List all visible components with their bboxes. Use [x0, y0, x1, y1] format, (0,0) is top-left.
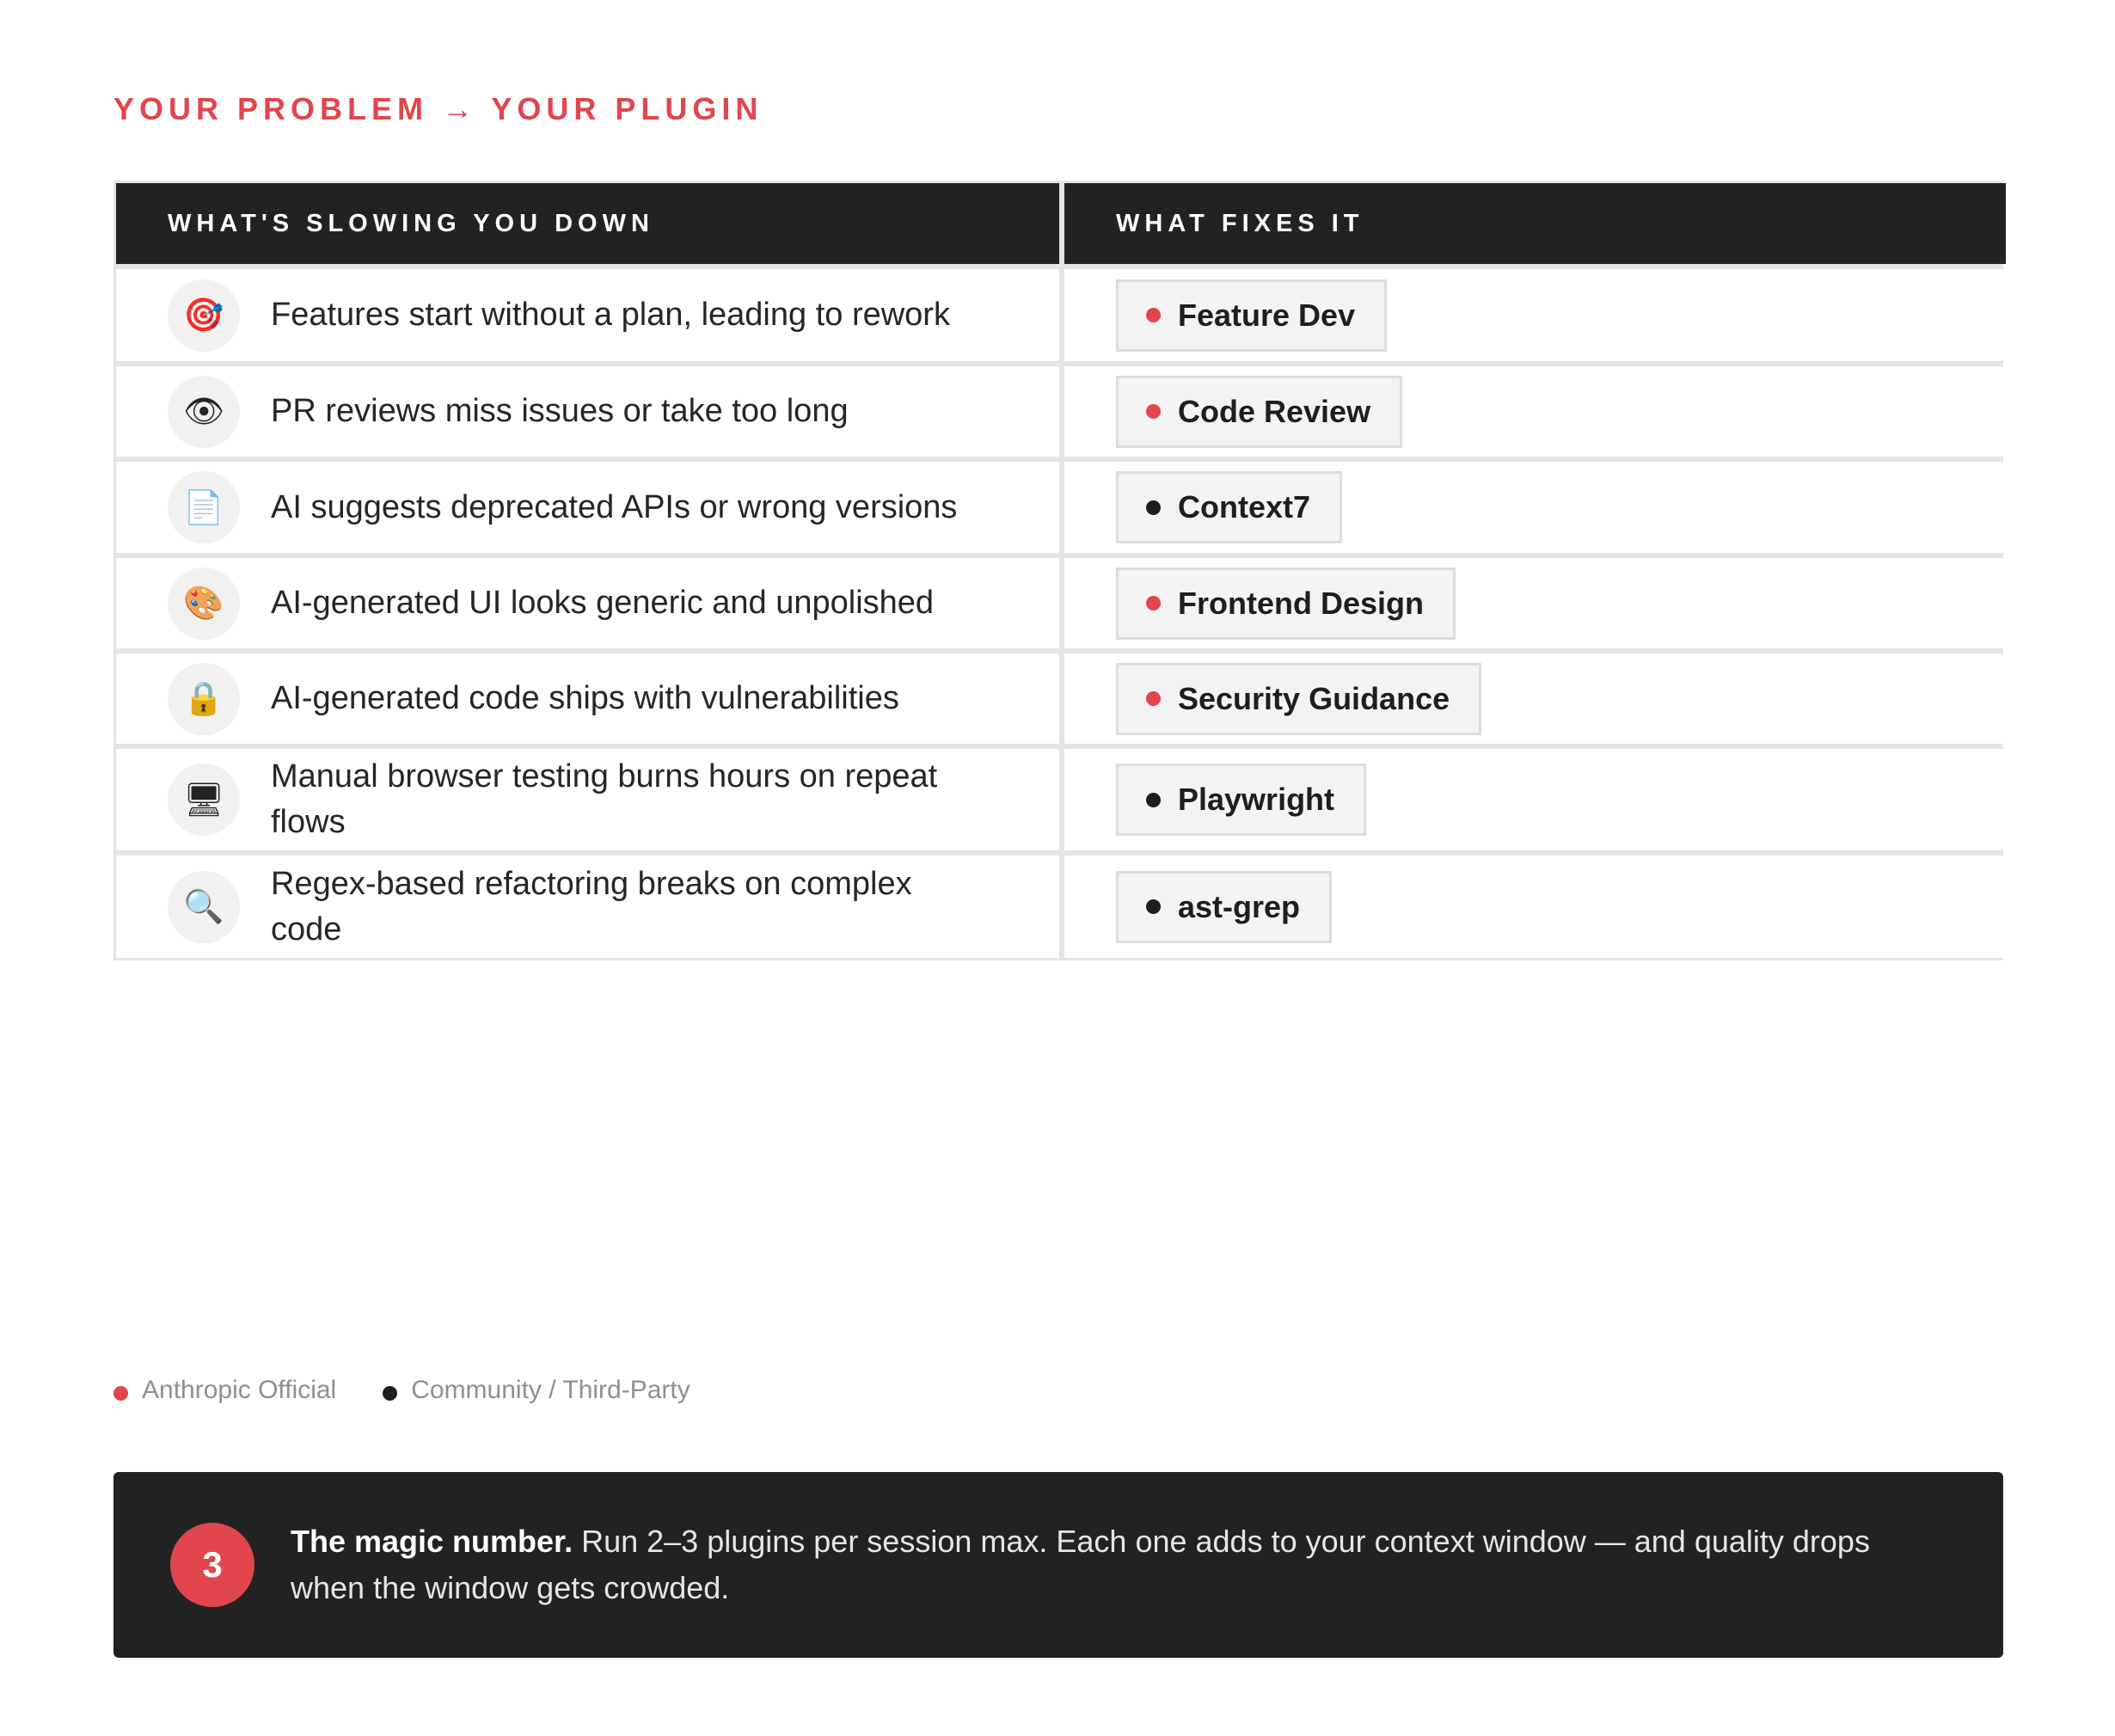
problem-text: Manual browser testing burns hours on repeat flows — [271, 758, 938, 840]
official-dot-icon — [1146, 404, 1161, 419]
header-problem: WHAT'S SLOWING YOU DOWN — [116, 183, 1059, 264]
magnifier-icon: 🔍 — [168, 871, 240, 943]
plugin-name: Playwright — [1178, 782, 1335, 817]
plugin-tag[interactable] — [1116, 567, 1456, 640]
community-dot-icon — [1146, 899, 1161, 914]
problem-cell — [116, 856, 1059, 958]
plugin-tag[interactable] — [1116, 764, 1366, 836]
plugin-name: Context7 — [1178, 489, 1311, 524]
palette-icon: 🎨 — [168, 567, 240, 640]
fix-cell — [1064, 558, 2006, 648]
legend-community — [383, 1376, 690, 1405]
magic-number-callout — [113, 1472, 2003, 1658]
fix-cell — [1064, 653, 2006, 744]
problem-text: AI-generated code ships with vulnerabilities — [271, 680, 899, 716]
plugin-tag[interactable] — [1116, 376, 1402, 448]
problem-cell — [116, 269, 1059, 361]
target-icon: 🎯 — [168, 279, 240, 352]
callout-lead: The magic number. — [291, 1524, 573, 1559]
legend-community-label: Community / Third-Party — [411, 1376, 690, 1404]
community-dot-icon — [383, 1386, 397, 1401]
problem-cell — [116, 653, 1059, 744]
official-dot-icon — [1146, 308, 1161, 322]
plugin-name: Feature Dev — [1178, 297, 1356, 333]
fix-cell — [1064, 366, 2006, 457]
header-fix: WHAT FIXES IT — [1064, 183, 2006, 264]
problem-cell — [116, 558, 1059, 648]
callout-text — [291, 1518, 1900, 1611]
problem-cell — [116, 366, 1059, 457]
plugin-tag[interactable] — [1116, 279, 1387, 352]
plugin-name: ast-grep — [1178, 888, 1301, 924]
fix-cell — [1064, 269, 2006, 361]
plugin-tag[interactable] — [1116, 871, 1332, 943]
fix-cell — [1064, 462, 2006, 553]
problem-text: Regex-based refactoring breaks on complex code — [271, 865, 912, 948]
problem-text: AI suggests deprecated APIs or wrong versions — [271, 488, 958, 525]
fix-cell — [1064, 856, 2006, 958]
plugin-tag[interactable] — [1116, 663, 1481, 735]
callout-badge: 3 — [170, 1523, 254, 1607]
official-dot-icon — [1146, 596, 1161, 610]
legend-official — [113, 1376, 336, 1405]
legend — [113, 1376, 737, 1405]
official-dot-icon — [1146, 691, 1161, 706]
problem-cell — [116, 749, 1059, 850]
official-dot-icon — [113, 1386, 128, 1401]
plugin-name: Frontend Design — [1178, 585, 1424, 621]
plugin-name: Code Review — [1178, 393, 1371, 429]
problem-text: AI-generated UI looks generic and unpolished — [271, 585, 935, 621]
section-title: YOUR PROBLEM → YOUR PLUGIN — [113, 91, 763, 126]
monitor-icon: 🖥 — [168, 764, 240, 836]
lock-icon: 🔒 — [168, 663, 240, 735]
problem-cell — [116, 462, 1059, 553]
problem-text: Features start without a plan, leading to rework — [271, 297, 950, 333]
problem-text: PR reviews miss issues or take too long — [271, 393, 849, 429]
community-dot-icon — [1146, 793, 1161, 807]
fix-cell — [1064, 749, 2006, 850]
legend-official-label: Anthropic Official — [142, 1376, 337, 1404]
community-dot-icon — [1146, 500, 1161, 515]
plugin-tag[interactable] — [1116, 471, 1342, 543]
plugin-name: Security Guidance — [1178, 680, 1450, 716]
document-icon: 📄 — [168, 471, 240, 543]
problem-plugin-table — [113, 181, 2003, 960]
eye-icon: 👁 — [168, 376, 240, 448]
callout-body: Run 2–3 plugins per session max. Each one adds to your context window — and quality drops when the window gets crowded. — [291, 1524, 1870, 1605]
